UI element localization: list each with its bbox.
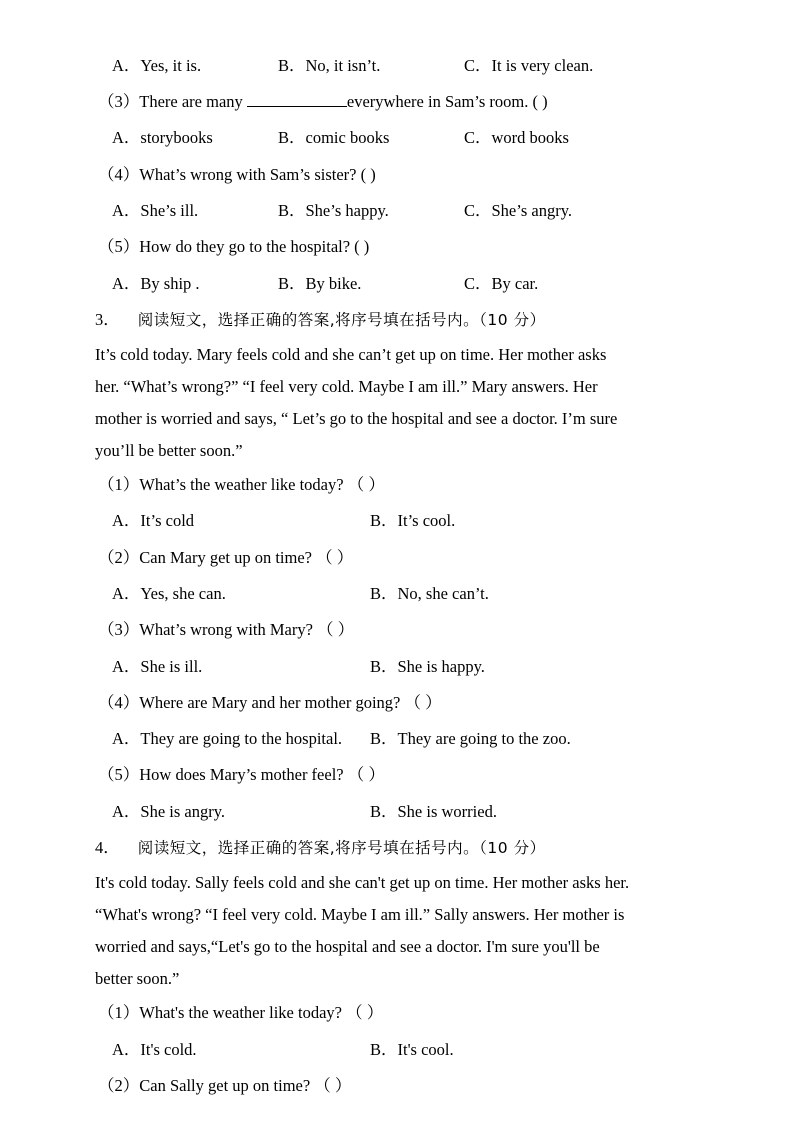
s3-question-1: （1）What’s the weather like today? （ ） — [98, 475, 385, 494]
s4-question-2: （2）Can Sally get up on time? （ ） — [98, 1076, 352, 1095]
option-b: B．They are going to the zoo. — [370, 729, 571, 748]
s3-question-3: （3）What’s wrong with Mary? （ ） — [98, 620, 355, 639]
s2-question-4: （4）What’s wrong with Sam’s sister? ( ) — [98, 165, 376, 184]
s3-passage-line: you’ll be better soon.” — [95, 441, 243, 460]
section-3-heading: 3． 阅读短文，选择正确的答案,将序号填在括号内。（10 分） — [95, 310, 546, 329]
option-b: B．comic books — [278, 128, 390, 147]
option-a: A．She’s ill. — [112, 201, 199, 220]
option-b: B．She is worried. — [370, 802, 497, 821]
s3-passage-line: It’s cold today. Mary feels cold and she can’t get up on time. Her mother asks — [95, 345, 607, 364]
option-a: A．storybooks — [112, 128, 213, 147]
option-a: A．She is angry. — [112, 802, 226, 821]
option-a: A．It's cold. — [112, 1040, 197, 1059]
s4-passage-line: It's cold today. Sally feels cold and she can't get up on time. Her mother asks her. — [95, 873, 630, 892]
option-b: B．By bike. — [278, 274, 362, 293]
section-4-heading: 4． 阅读短文，选择正确的答案,将序号填在括号内。（10 分） — [95, 838, 546, 857]
s3-question-2: （2）Can Mary get up on time? （ ） — [98, 548, 354, 567]
s4-passage-line: better soon.” — [95, 969, 180, 988]
s4-question-1: （1）What's the weather like today? （ ） — [98, 1003, 384, 1022]
s4-passage-line: worried and says,“Let's go to the hospital and see a doctor. I'm sure you'll be — [95, 937, 600, 956]
option-a: A．She is ill. — [112, 657, 203, 676]
option-c: C．word books — [464, 128, 569, 147]
option-a: A．They are going to the hospital. — [112, 729, 343, 748]
option-b: B．It's cool. — [370, 1040, 454, 1059]
s2-question-3: （3）There are many everywhere in Sam’s room. ( ) — [98, 92, 548, 111]
fill-blank[interactable] — [247, 92, 347, 107]
option-a: A．By ship . — [112, 274, 200, 293]
option-b: B．It’s cool. — [370, 511, 456, 530]
s3-passage-line: her. “What’s wrong?” “I feel very cold. Maybe I am ill.” Mary answers. Her — [95, 377, 598, 396]
option-b: B．She’s happy. — [278, 201, 389, 220]
option-b: B．No, she can’t. — [370, 584, 489, 603]
s4-passage-line: “What's wrong? “I feel very cold. Maybe I am ill.” Sally answers. Her mother is — [95, 905, 625, 924]
option-b: B．No, it isn’t. — [278, 56, 381, 75]
option-c: C．By car. — [464, 274, 539, 293]
option-c: C．She’s angry. — [464, 201, 573, 220]
s2-question-5: （5）How do they go to the hospital? ( ) — [98, 237, 370, 256]
option-c: C．It is very clean. — [464, 56, 594, 75]
option-a: A．Yes, she can. — [112, 584, 226, 603]
s3-question-5: （5）How does Mary’s mother feel? （ ） — [98, 765, 385, 784]
s3-question-4: （4）Where are Mary and her mother going? （ ） — [98, 693, 442, 712]
option-a: A．It’s cold — [112, 511, 195, 530]
option-b: B．She is happy. — [370, 657, 485, 676]
option-a: A．Yes, it is. — [112, 56, 202, 75]
s3-passage-line: mother is worried and says, “ Let’s go to the hospital and see a doctor. I’m sure — [95, 409, 618, 428]
